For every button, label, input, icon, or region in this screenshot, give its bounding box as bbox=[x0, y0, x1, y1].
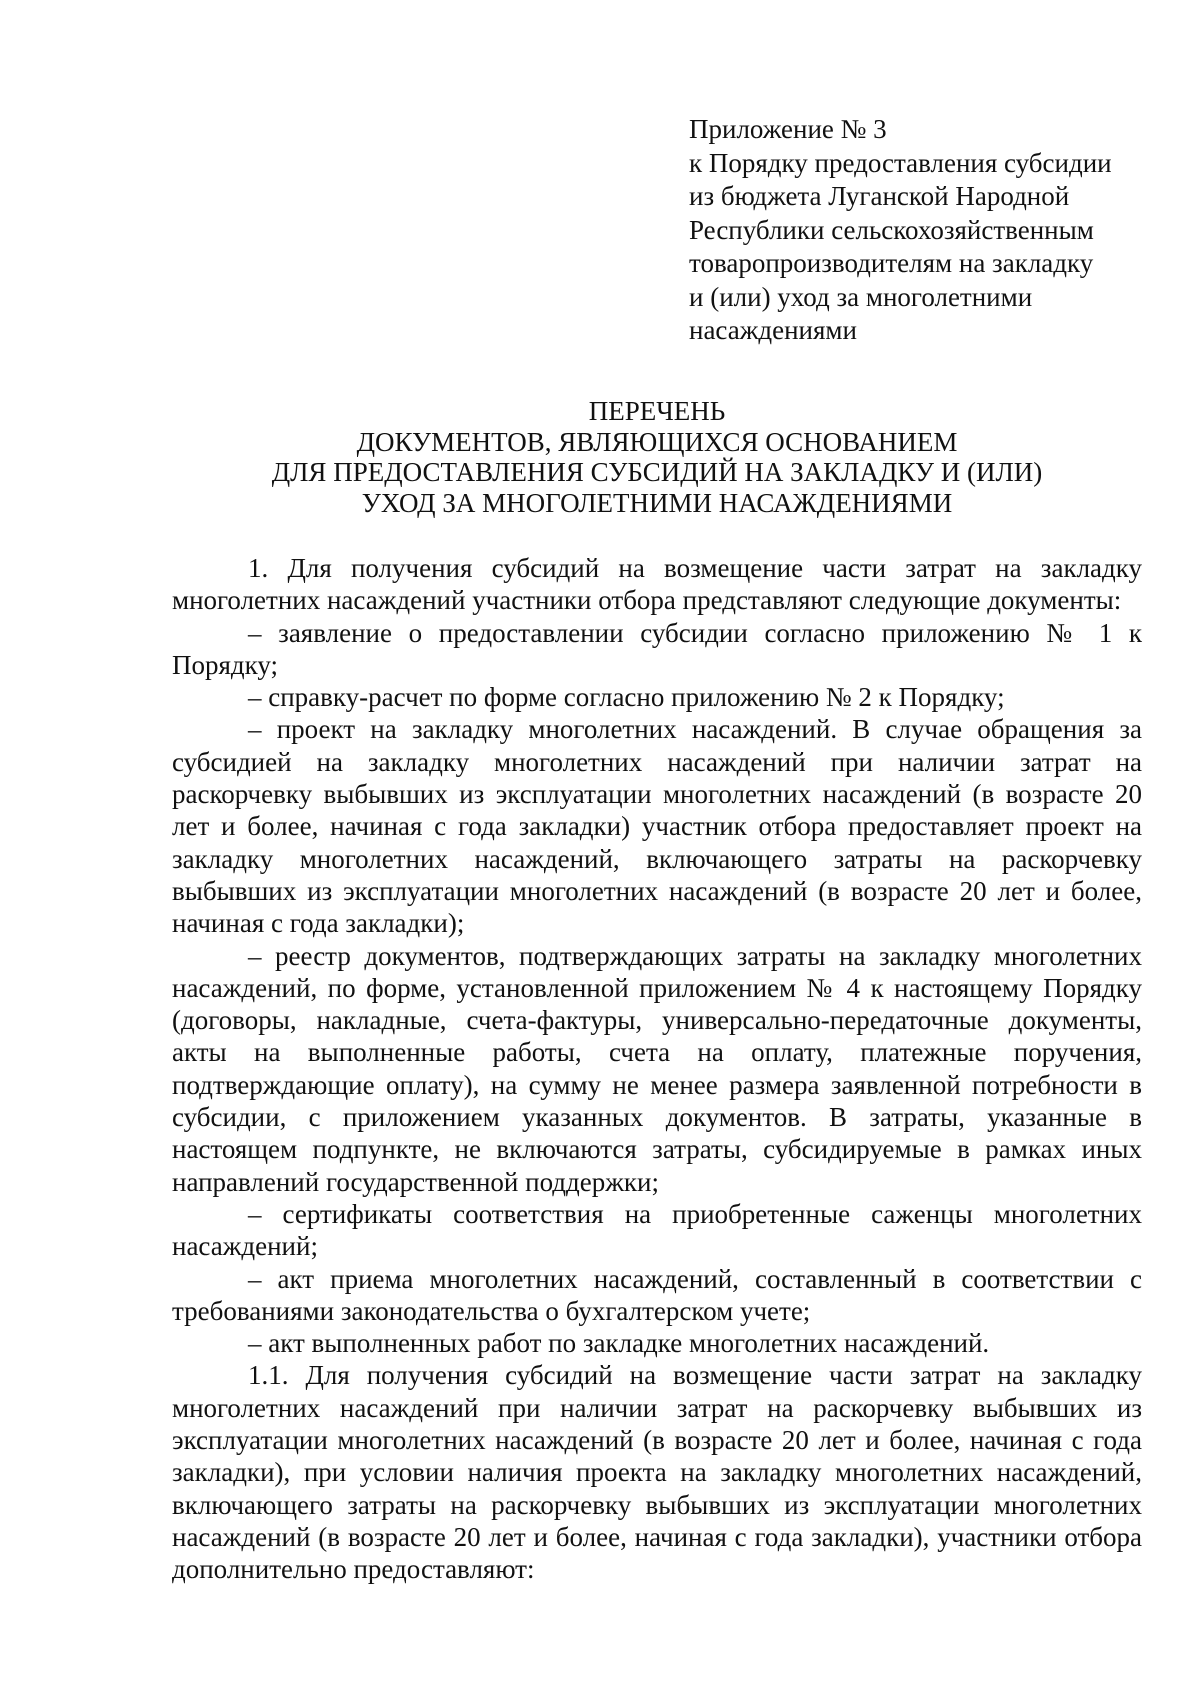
annex-line: насаждениями bbox=[689, 315, 857, 345]
list-item-works-act: – акт выполненных работ по закладке многолетних насаждений. bbox=[248, 1328, 990, 1359]
list-item-calculation: – справку-расчет по форме согласно приложению № 2 к Порядку; bbox=[248, 682, 1005, 713]
annex-line: товаропроизводителям на закладку bbox=[689, 248, 1094, 278]
list-item-certificates: – сертификаты соответствия на приобретенные саженцы многолетних насаждений; bbox=[172, 1198, 1142, 1262]
document-title bbox=[172, 396, 1142, 518]
title-line: ДЛЯ ПРЕДОСТАВЛЕНИЯ СУБСИДИЙ НА ЗАКЛАДКУ И (ИЛИ) bbox=[271, 457, 1043, 487]
annex-line: Республики сельскохозяйственным bbox=[689, 214, 1094, 245]
title-line: УХОД ЗА МНОГОЛЕТНИМИ НАСАЖДЕНИЯМИ bbox=[361, 487, 953, 518]
annex-header bbox=[689, 113, 1159, 348]
title-line: ДОКУМЕНТОВ, ЯВЛЯЮЩИХСЯ ОСНОВАНИЕМ bbox=[356, 426, 958, 457]
annex-line: и (или) уход за многолетними bbox=[689, 281, 1033, 312]
list-item-project: – проект на закладку многолетних насаждений. В случае обращения за субсидией на закладку многолетних насаждений при наличии затрат на раскорчевку выбывших из эксплуатации многолетних насаждений (в возрасте 20 лет и более, начиная с года закладки) участник отбора предоставляет проект на закладку многолетних насаждений, включающего затраты на раскорчевку выбывших из эксплуатации многолетних насаждений (в возрасте 20 лет и более, начиная с года закладки); bbox=[172, 714, 1142, 939]
list-item-application: – заявление о предоставлении субсидии согласно приложению № 1 к Порядку; bbox=[172, 617, 1142, 680]
annex-line: к Порядку предоставления субсидии bbox=[689, 147, 1112, 178]
annex-line: из бюджета Луганской Народной bbox=[689, 181, 1070, 211]
list-item-registry: – реестр документов, подтверждающих затраты на закладку многолетних насаждений, по форме, установленной приложением № 4 к настоящему Порядку (договоры, накладные, счета-фактуры, универсально-передаточные документы, акты на выполненные работы, счета на оплату, платежные поручения, подтверждающие оплату), на сумму не менее размера заявленной потребности в субсидии, с приложением указанных документов. В затраты, указанные в настоящем подпункте, не включаются затраты, субсидируемые в рамках иных направлений государственной поддержки; bbox=[172, 940, 1142, 1197]
document-body bbox=[172, 552, 1142, 1586]
title-line: ПЕРЕЧЕНЬ bbox=[588, 396, 726, 426]
paragraph-item-1-1: 1.1. Для получения субсидий на возмещение части затрат на закладку многолетних насаждений при наличии затрат на раскорчевку выбывших из эксплуатации многолетних насаждений (в возрасте 20 лет и более, начиная с года закладки), при условии наличия проекта на закладку многолетних насаждений, включающего затраты на раскорчевку выбывших из эксплуатации многолетних насаждений (в возрасте 20 лет и более, начиная с года закладки), участники отбора дополнительно предоставляют: bbox=[172, 1360, 1142, 1585]
annex-line: Приложение № 3 bbox=[689, 114, 887, 144]
list-item-acceptance-act: – акт приема многолетних насаждений, составленный в соответствии с требованиями законодательства о бухгалтерском учете; bbox=[172, 1263, 1142, 1326]
paragraph-item-1: 1. Для получения субсидий на возмещение части затрат на закладку многолетних насаждений участники отбора представляют следующие документы: bbox=[172, 553, 1142, 616]
